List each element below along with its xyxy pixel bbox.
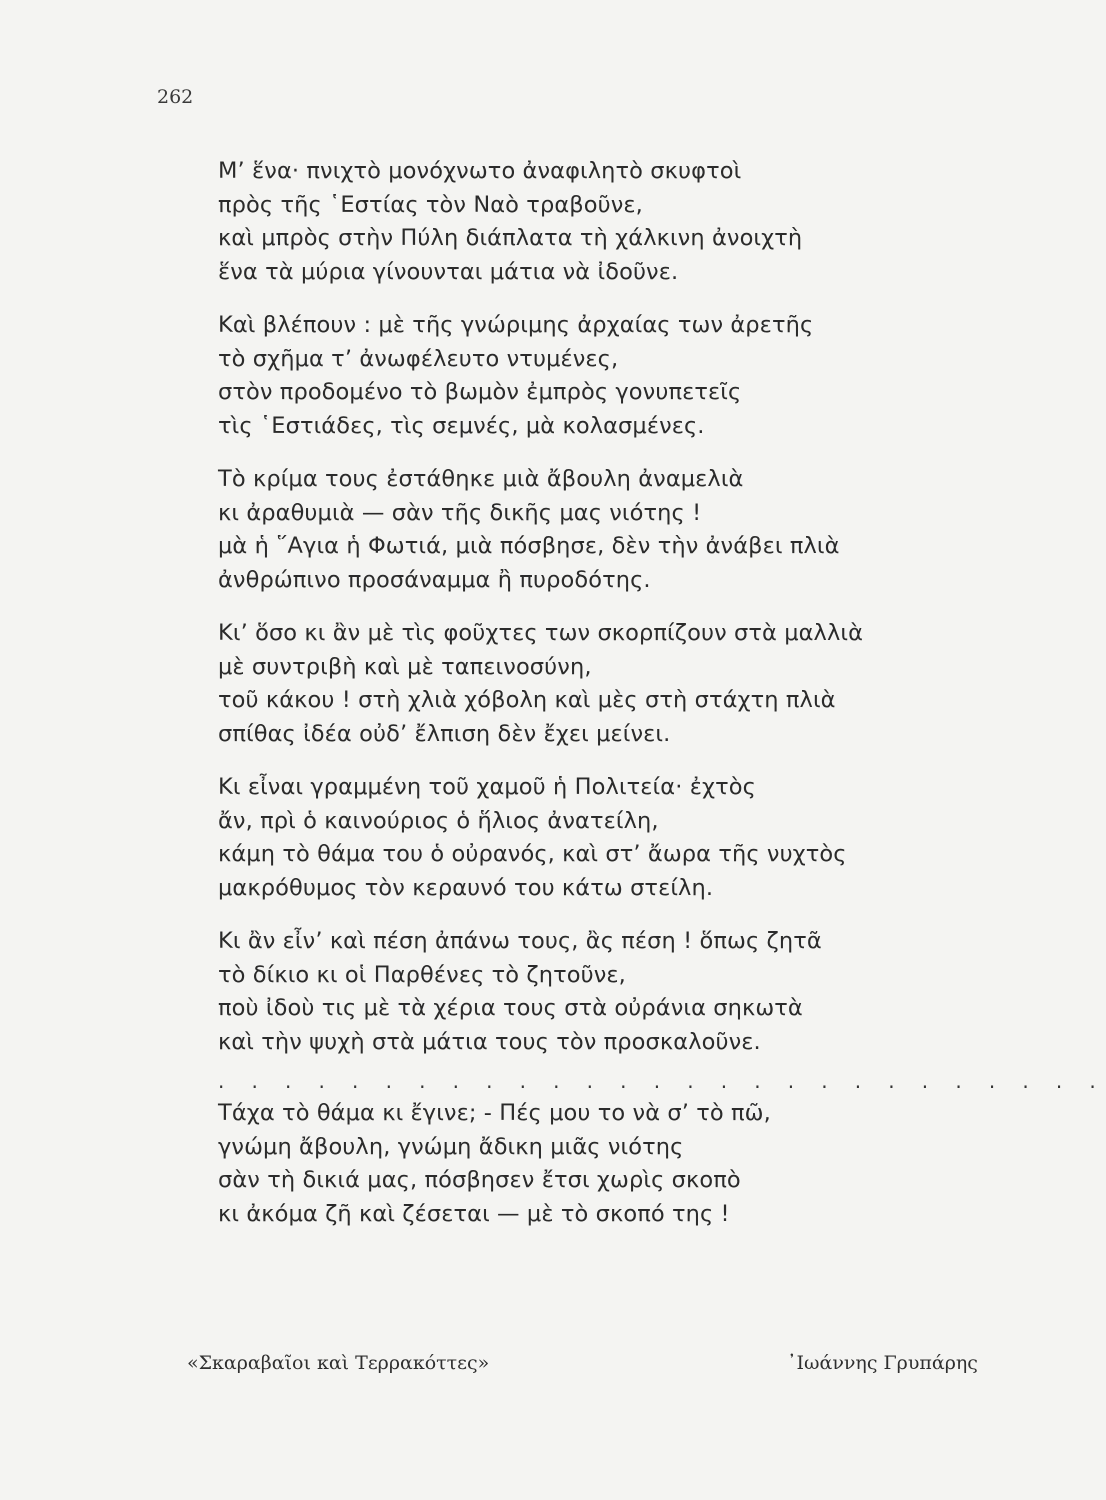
- page-number: 262: [157, 86, 194, 108]
- poem-line: Μ’ ἕνα· πνιχτὸ μονόχνωτο ἀναφιλητὸ σκυφτοὶ: [218, 158, 742, 184]
- poem-line: ἄν, πρὶ ὁ καινούριος ὁ ἥλιος ἀνατείλη,: [218, 807, 659, 834]
- author-name: ᾿Ιωάννης Γρυπάρης: [787, 1352, 978, 1374]
- poem-line: πρὸς τῆς ῾Εστίας τὸν Ναὸ τραβοῦνε,: [218, 191, 643, 218]
- poem-line: στὸν προδομένο τὸ βωμὸν ἐμπρὸς γονυπετεῖς: [218, 379, 742, 405]
- poem-line: Κι εἶναι γραμμένη τοῦ χαμοῦ ἡ Πολιτεία· ἐχτὸς: [218, 774, 756, 800]
- poem-line: καὶ μπρὸς στὴν Πύλη διάπλατα τὴ χάλκινη ἀνοιχτὴ: [218, 225, 803, 251]
- poem-line: τὶς ῾Εστιάδες, τὶς σεμνές, μὰ κολασμένες.: [218, 412, 705, 439]
- poem-line: κάμη τὸ θάμα του ὁ οὐρανός, καὶ στ’ ἄωρα τῆς νυχτὸς: [218, 841, 847, 867]
- stanza-6: [218, 925, 1018, 1059]
- poem-line: κι ἀκόμα ζῆ καὶ ζέσεται — μὲ τὸ σκοπό της !: [218, 1200, 730, 1227]
- poem: [218, 155, 1106, 1231]
- poem-line: Κι’ ὅσο κι ἂν μὲ τὶς φοῦχτες των σκορπίζουν στὰ μαλλιὰ: [218, 620, 864, 646]
- poem-line: Τάχα τὸ θάμα κι ἔγινε; - Πές μου το νὰ σ’ τὸ πῶ,: [218, 1100, 771, 1126]
- ellipsis-row: . . . . . . . . . . . . . . . . . . . . . . . . . . .: [218, 1069, 1106, 1093]
- poem-line: τὸ σχῆμα τ’ ἀνωφέλευτο ντυμένες,: [218, 345, 619, 372]
- poem-line: Καὶ βλέπουν : μὲ τῆς γνώριμης ἀρχαίας των ἀρετῆς: [218, 312, 814, 338]
- poem-line: Τὸ κρίμα τους ἐστάθηκε μιὰ ἄβουλη ἀναμελιὰ: [218, 466, 744, 492]
- poem-line: μὲ συντριβὴ καὶ μὲ ταπεινοσύνη,: [218, 653, 592, 680]
- stanza-1: [218, 155, 1018, 289]
- poem-line: καὶ τὴν ψυχὴ στὰ μάτια τους τὸν προσκαλοῦνε.: [218, 1028, 761, 1055]
- poem-line: τοῦ κάκου ! στὴ χλιὰ χόβολη καὶ μὲς στὴ στάχτη πλιὰ: [218, 687, 836, 713]
- poem-line: σπίθας ἰδέα οὐδ’ ἔλπιση δὲν ἔχει μείνει.: [218, 720, 671, 747]
- stanza-3: [218, 463, 1018, 597]
- poem-line: κι ἀραθυμιὰ — σὰν τῆς δικῆς μας νιότης !: [218, 499, 702, 526]
- stanza-2: [218, 309, 1018, 443]
- poem-line: τὸ δίκιο κι οἱ Παρθένες τὸ ζητοῦνε,: [218, 961, 626, 988]
- poem-line: ἕνα τὰ μύρια γίνουνται μάτια νὰ ἰδοῦνε.: [218, 258, 679, 285]
- poem-line: μακρόθυμος τὸν κεραυνό του κάτω στείλη.: [218, 874, 714, 901]
- stanza-4: [218, 617, 1018, 751]
- poem-line: Κι ἂν εἶν’ καὶ πέση ἀπάνω τους, ἂς πέση ! ὅπως ζητᾶ: [218, 928, 822, 954]
- source-title: «Σκαραβαῖοι καὶ Τερρακόττες»: [187, 1352, 490, 1374]
- stanza-5: [218, 771, 1018, 905]
- poem-line: σὰν τὴ δικιά μας, πόσβησεν ἔτσι χωρὶς σκοπὸ: [218, 1167, 741, 1193]
- poem-line: μὰ ἡ ῞Αγια ἡ Φωτιά, μιὰ πόσβησε, δὲν τὴν ἀνάβει πλιὰ: [218, 533, 840, 559]
- stanza-7: [218, 1097, 1018, 1231]
- poem-line: ἀνθρώπινο προσάναμμα ἢ πυροδότης.: [218, 566, 651, 593]
- poem-line: γνώμη ἄβουλη, γνώμη ἄδικη μιᾶς νιότης: [218, 1133, 684, 1160]
- poem-line: ποὺ ἰδοὺ τις μὲ τὰ χέρια τους στὰ οὐράνια σηκωτὰ: [218, 995, 803, 1021]
